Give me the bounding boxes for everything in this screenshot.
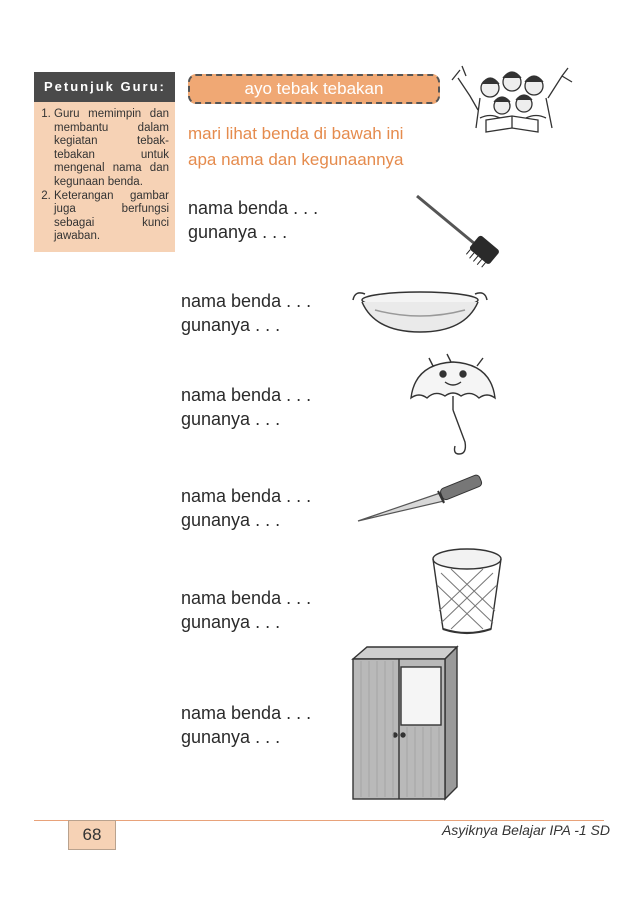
umbrella-icon [403,350,503,465]
item-name-label: nama benda . . . [181,486,312,506]
page-number: 68 [68,820,116,850]
item-name-label: nama benda . . . [181,291,312,311]
item-use-label: gunanya . . . [181,315,281,335]
item-use-label: gunanya . . . [181,727,281,747]
guide-box [34,102,175,252]
item-use-label: gunanya . . . [181,409,281,429]
wastebasket-icon [427,545,507,640]
item-name-label: nama benda . . . [188,198,319,218]
guide-heading: Petunjuk Guru: [34,72,175,102]
knife-icon [352,465,492,527]
item-use-label: gunanya . . . [181,510,281,530]
brush-icon [405,190,500,270]
children-illustration-icon [450,58,575,138]
item-name-label: nama benda . . . [181,588,312,608]
instruction-line: apa nama dan kegunaannya [188,150,404,169]
footer-divider [34,820,604,821]
guide-item: 1. Guru memimpin dan membantu dalam kegiatan tebak-tebakan untuk mengenal nama dan kegunaan benda. [54,108,169,190]
guide-item: 2. Keterangan gambar juga berfungsi sebagai kunci jawaban. [54,190,169,244]
item-name-label: nama benda . . . [181,703,312,723]
wardrobe-icon [345,645,465,805]
instruction-line: mari lihat benda di bawah ini [188,124,404,143]
item-use-label: gunanya . . . [181,612,281,632]
item-use-label: gunanya . . . [188,222,288,242]
item-name-label: nama benda . . . [181,385,312,405]
wok-pan-icon [345,280,495,340]
book-title: Asyiknya Belajar IPA -1 SD [441,822,610,838]
activity-title: ayo tebak tebakan [188,74,440,104]
